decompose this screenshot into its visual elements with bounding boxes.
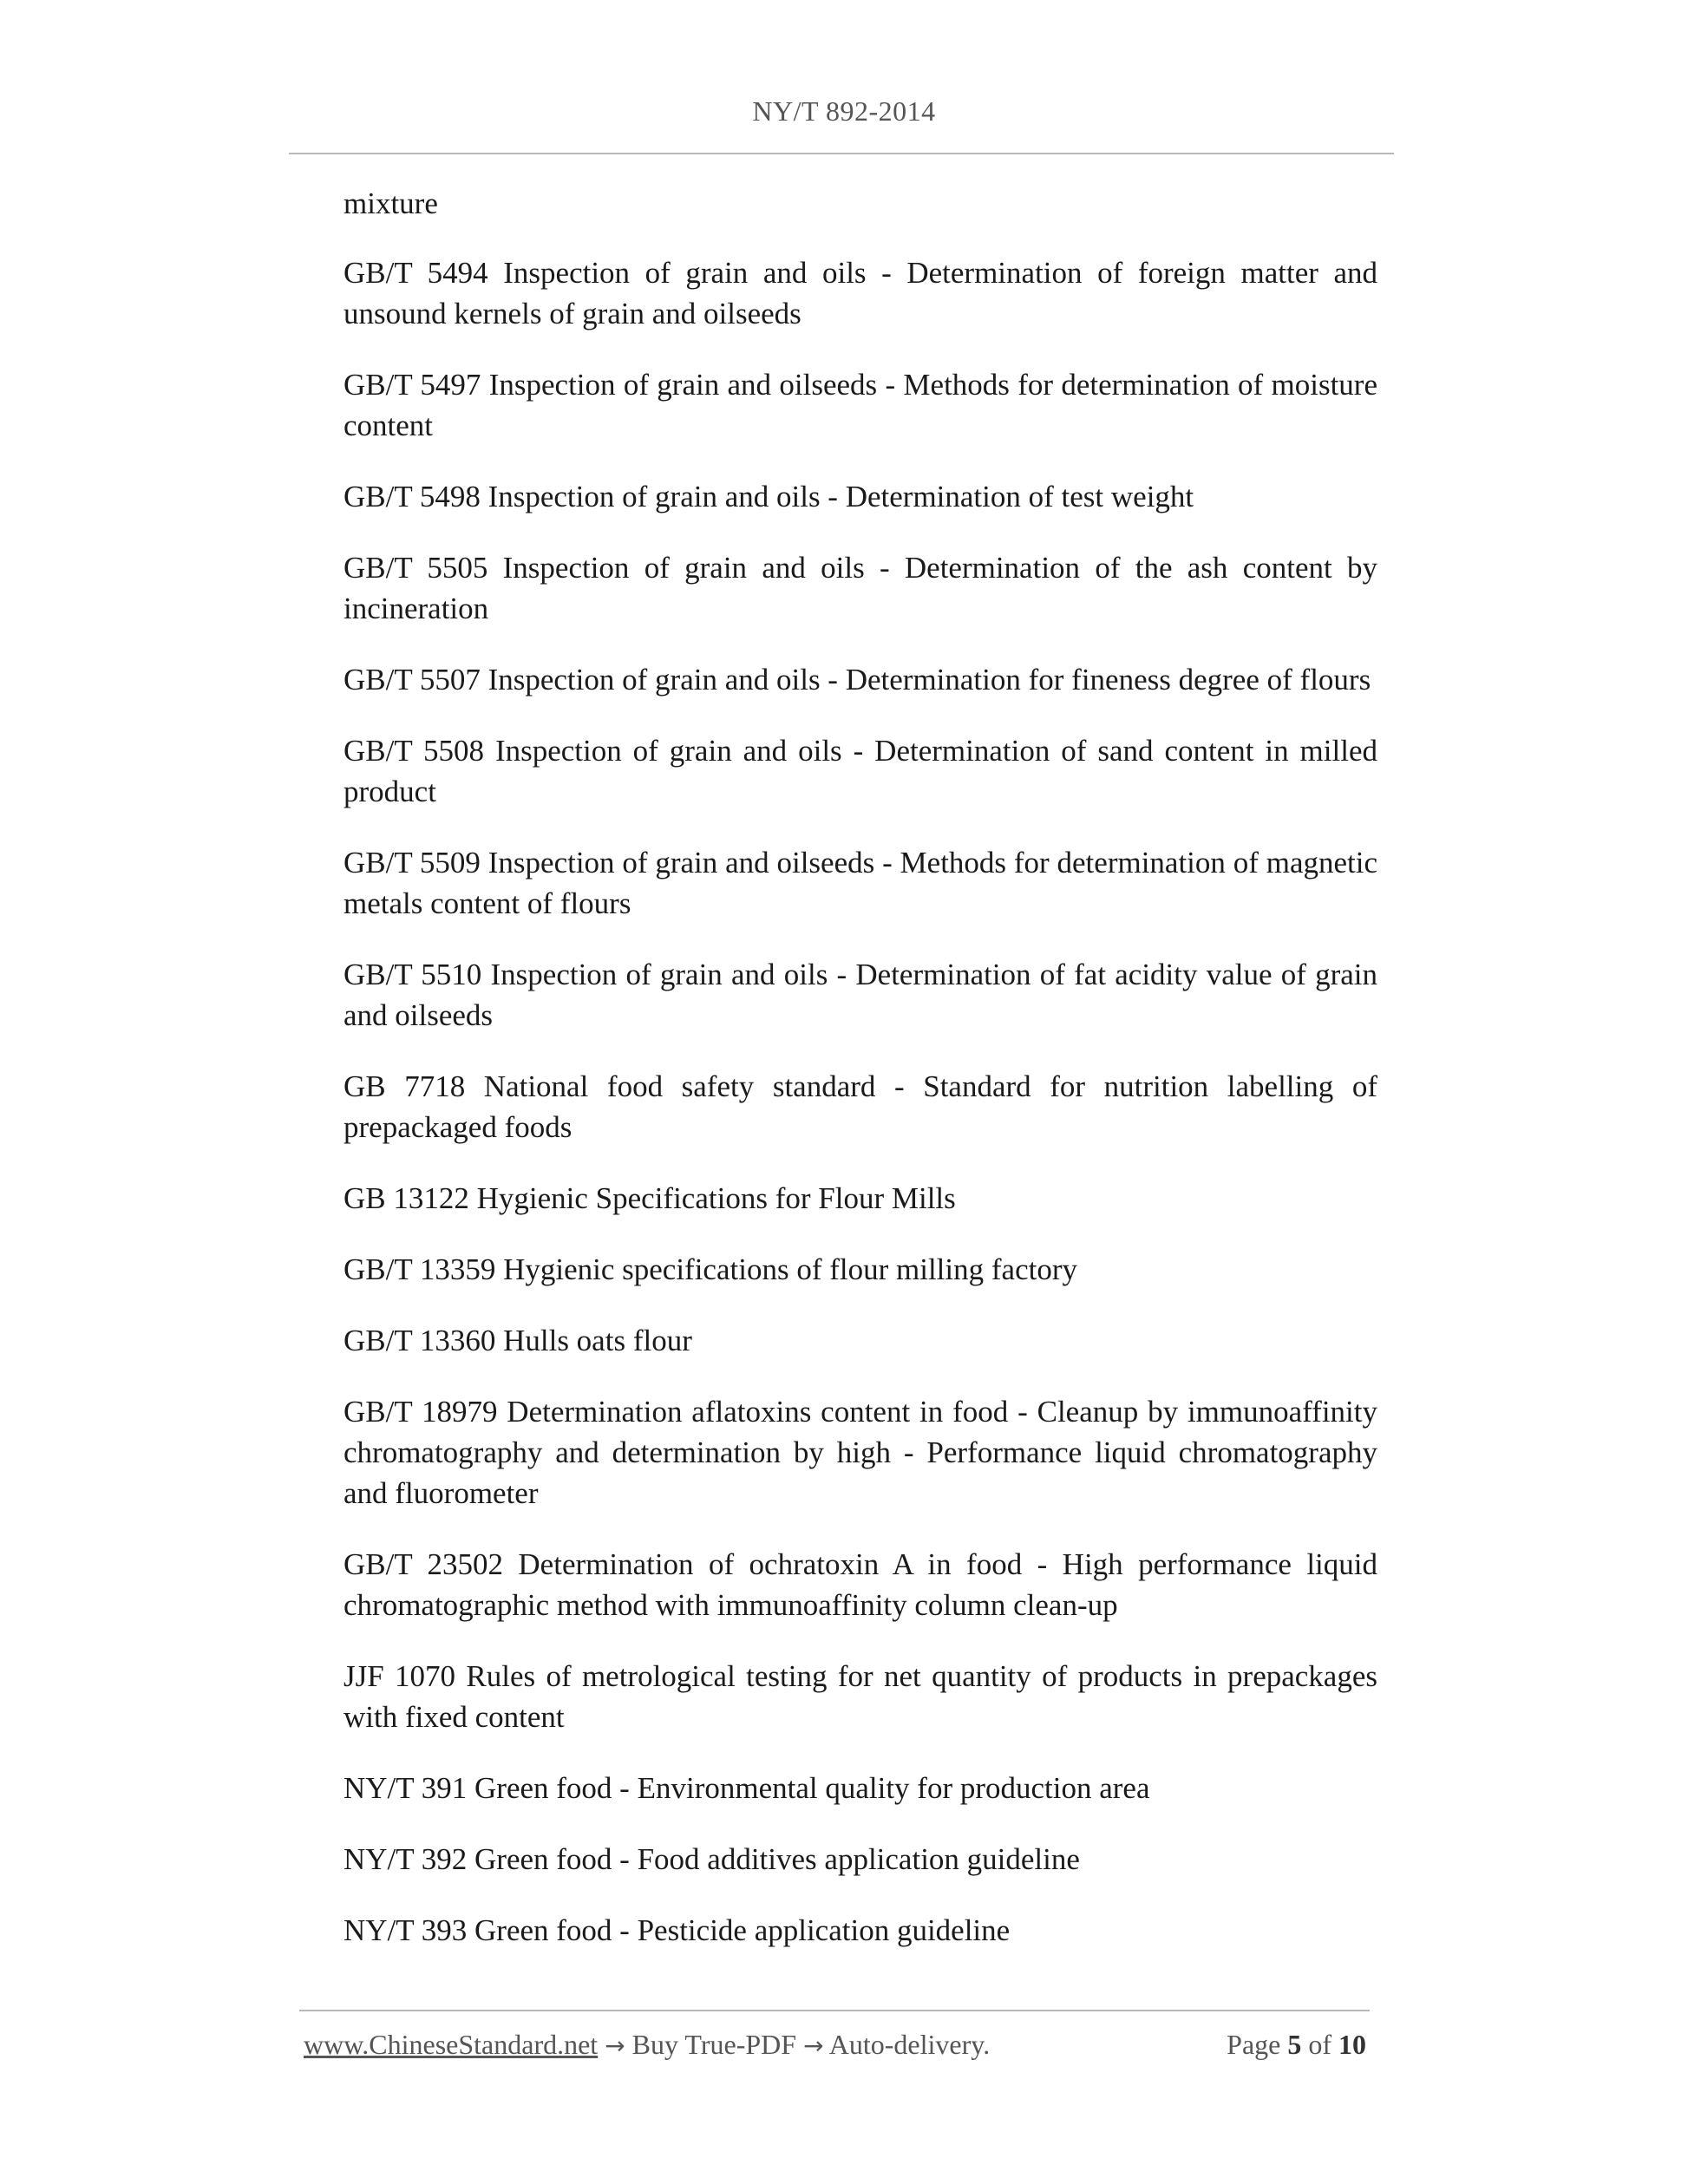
reference-item: GB/T 5505 Inspection of grain and oils - Determination of the ash content by incineration (343, 551, 1377, 625)
reference-item: GB 13122 Hygienic Specifications for Flour Mills (343, 1181, 956, 1215)
reference-item: NY/T 391 Green food - Environmental quality for production area (343, 1771, 1150, 1805)
reference-item: GB/T 18979 Determination aflatoxins content in food - Cleanup by immunoaffinity chromatography and determination by high - Performance liquid chromatography and fluorometer (343, 1395, 1377, 1510)
reference-item: mixture (343, 186, 438, 220)
page-total: 10 (1338, 2029, 1366, 2060)
reference-item: GB/T 5498 Inspection of grain and oils - Determination of test weight (343, 480, 1194, 513)
reference-item: GB/T 5508 Inspection of grain and oils - Determination of sand content in milled product (343, 734, 1377, 808)
page-current: 5 (1287, 2029, 1302, 2060)
reference-item: GB/T 13360 Hulls oats flour (343, 1324, 692, 1357)
reference-item: GB/T 5497 Inspection of grain and oilseeds - Methods for determination of moisture content (343, 368, 1377, 442)
references-list (343, 183, 1377, 1981)
reference-item: GB/T 5510 Inspection of grain and oils - Determination of fat acidity value of grain and oilseeds (343, 958, 1377, 1032)
reference-item: GB/T 5509 Inspection of grain and oilseeds - Methods for determination of magnetic metals content of flours (343, 846, 1377, 920)
page-number (1227, 2029, 1366, 2061)
reference-item: GB/T 23502 Determination of ochratoxin A in food - High performance liquid chromatographic method with immunoaffinity column clean-up (343, 1547, 1377, 1622)
footer-divider (299, 2010, 1370, 2011)
arrow-right-icon: → (803, 2031, 824, 2060)
reference-item: GB/T 5507 Inspection of grain and oils - Determination for fineness degree of flours (343, 663, 1371, 696)
document-header-id: NY/T 892-2014 (752, 95, 936, 127)
auto-delivery-text: Auto-delivery. (828, 2029, 991, 2060)
reference-item: NY/T 393 Green food - Pesticide application guideline (343, 1913, 1011, 1947)
page-label: Page (1227, 2029, 1281, 2060)
header-divider (289, 153, 1394, 154)
footer-promo (304, 2029, 990, 2061)
reference-item: GB 7718 National food safety standard - Standard for nutrition labelling of prepackaged foods (343, 1069, 1377, 1144)
page-of-label: of (1308, 2029, 1331, 2060)
arrow-right-icon: → (605, 2031, 625, 2060)
buy-true-pdf-text: Buy True-PDF (631, 2029, 797, 2060)
reference-item: GB/T 13359 Hygienic specifications of flour milling factory (343, 1252, 1077, 1286)
reference-item: GB/T 5494 Inspection of grain and oils - Determination of foreign matter and unsound kernels of grain and oilseeds (343, 256, 1377, 330)
reference-item: JJF 1070 Rules of metrological testing for net quantity of products in prepackages with fixed content (343, 1659, 1377, 1734)
reference-item: NY/T 392 Green food - Food additives application guideline (343, 1842, 1080, 1876)
site-link[interactable]: www.ChineseStandard.net (304, 2029, 599, 2060)
